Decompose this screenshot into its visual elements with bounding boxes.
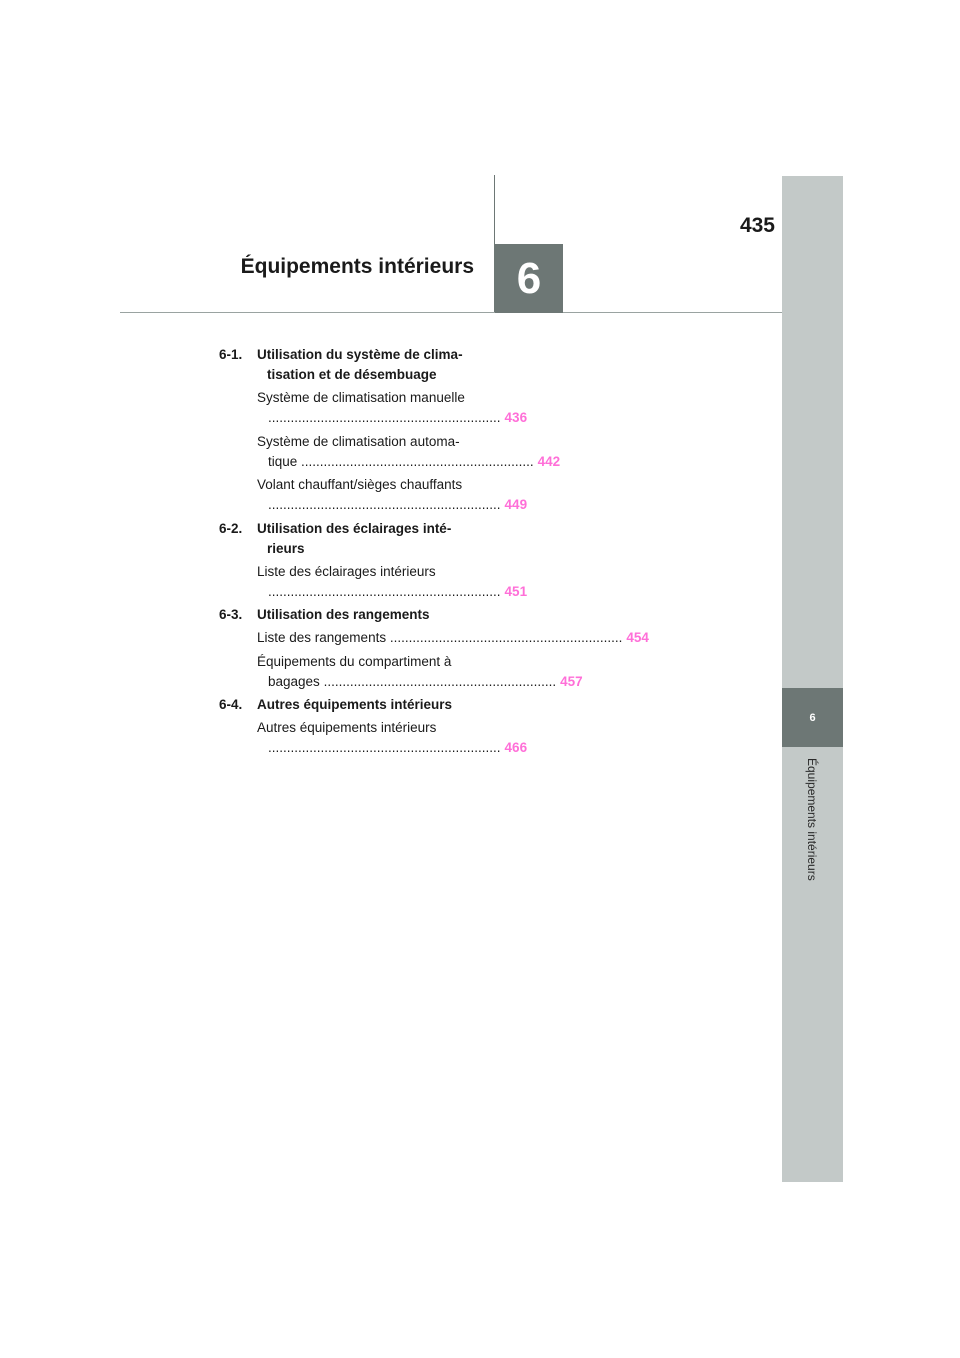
dot-leader: .............................................................. bbox=[297, 453, 534, 469]
toc-entry[interactable] bbox=[257, 475, 528, 515]
entry-title: Liste des éclairages intérieurs bbox=[257, 563, 436, 579]
dot-leader: .............................................................. bbox=[386, 630, 623, 645]
toc-section-6-3 bbox=[219, 605, 649, 692]
toc-entry[interactable] bbox=[257, 628, 649, 648]
dot-leader: .............................................................. bbox=[268, 410, 501, 425]
toc-section-6-2 bbox=[219, 519, 528, 602]
toc-entry[interactable] bbox=[257, 432, 561, 472]
entry-page-link[interactable]: 442 bbox=[537, 453, 561, 469]
entry-page-link[interactable]: 454 bbox=[626, 630, 649, 645]
table-of-contents bbox=[219, 345, 649, 762]
entry-title: Volant chauffant/sièges chauffants bbox=[257, 477, 463, 492]
side-thumb-label: Équipements intérieurs bbox=[805, 758, 819, 881]
dot-leader: .............................................................. bbox=[268, 583, 501, 599]
entry-page-link[interactable]: 436 bbox=[504, 410, 528, 425]
page-number: 435 bbox=[739, 214, 775, 237]
entry-title: Système de climatisation manuelle bbox=[257, 390, 465, 405]
toc-section-6-4 bbox=[219, 695, 528, 758]
section-number: 6-1. bbox=[219, 347, 243, 362]
entry-title-continued: bagages bbox=[268, 673, 320, 689]
toc-entry[interactable] bbox=[257, 652, 583, 692]
toc-entry[interactable] bbox=[257, 562, 528, 602]
section-title-line2: rieurs bbox=[267, 540, 305, 556]
toc-entry[interactable] bbox=[257, 718, 528, 758]
toc-entry[interactable] bbox=[257, 388, 528, 428]
entry-title: Équipements du compartiment à bbox=[257, 653, 452, 669]
header-horizontal-rule bbox=[120, 312, 782, 313]
entry-page-link[interactable]: 457 bbox=[560, 673, 583, 689]
section-number: 6-2. bbox=[219, 520, 243, 536]
section-number: 6-3. bbox=[219, 607, 243, 622]
toc-section-heading[interactable] bbox=[219, 345, 469, 385]
entry-page-link[interactable]: 449 bbox=[504, 497, 528, 512]
entry-page-link[interactable]: 466 bbox=[504, 740, 528, 755]
section-title-line2: tisation et de désembuage bbox=[267, 367, 437, 382]
section-title-line1: Utilisation des rangements bbox=[257, 607, 430, 622]
section-title-line1: Autres équipements intérieurs bbox=[257, 697, 453, 712]
section-title-line1: Utilisation du système de clima- bbox=[257, 347, 463, 362]
dot-leader: .............................................................. bbox=[268, 497, 501, 512]
entry-title: Liste des rangements bbox=[257, 630, 387, 645]
side-thumb-strip bbox=[782, 176, 843, 1182]
entry-title: Système de climatisation automa- bbox=[257, 433, 460, 449]
dot-leader: .............................................................. bbox=[268, 740, 501, 755]
section-title-line1: Utilisation des éclairages inté- bbox=[257, 520, 452, 536]
toc-section-6-1 bbox=[219, 345, 561, 515]
entry-page-link[interactable]: 451 bbox=[504, 583, 528, 599]
entry-title: Autres équipements intérieurs bbox=[257, 720, 437, 735]
chapter-number-box: 6 bbox=[495, 244, 563, 313]
toc-section-heading[interactable] bbox=[219, 695, 469, 715]
side-thumb-tab[interactable]: 6 bbox=[782, 688, 843, 747]
entry-title-continued: tique bbox=[268, 453, 298, 469]
chapter-title: Équipements intérieurs bbox=[240, 255, 474, 278]
toc-section-heading[interactable] bbox=[219, 605, 469, 625]
dot-leader: .............................................................. bbox=[319, 673, 557, 689]
section-number: 6-4. bbox=[219, 697, 243, 712]
toc-section-heading[interactable] bbox=[219, 519, 469, 559]
